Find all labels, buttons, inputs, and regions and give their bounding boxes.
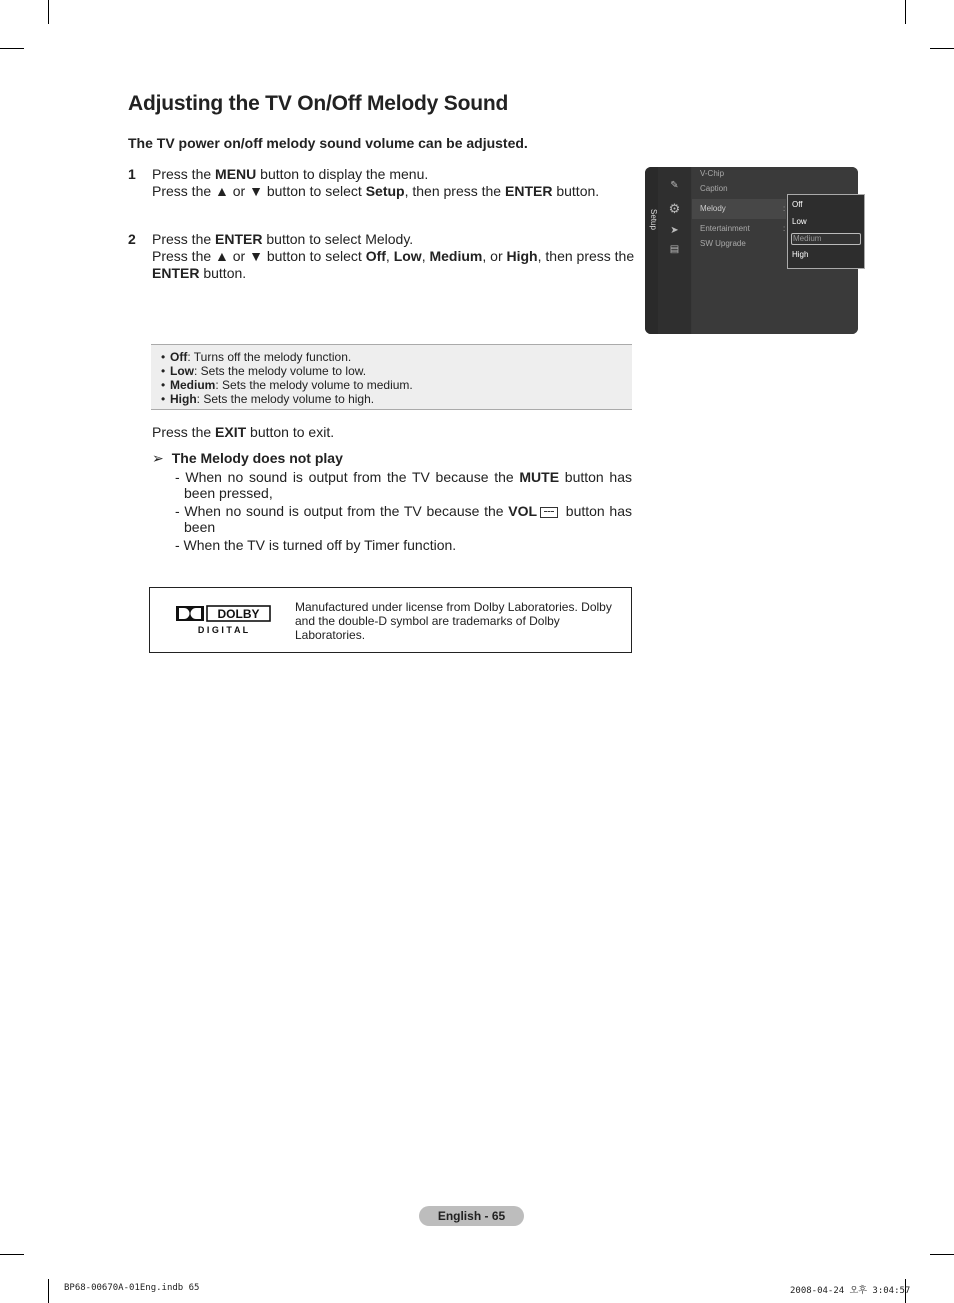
dolby-license-text: Manufactured under license from Dolby Laboratories. Dolby and the double-D symbol are trademarks of Dolby Laboratories. <box>295 600 612 642</box>
svg-text:DOLBY: DOLBY <box>217 607 260 621</box>
step-line: Press the ▲ or ▼ button to select Off, Low, Medium, or High, then press the <box>152 248 635 264</box>
option-low[interactable]: Low <box>792 217 807 226</box>
option-high[interactable]: High <box>792 250 809 259</box>
page-title: Adjusting the TV On/Off Melody Sound <box>128 92 509 115</box>
menu-item-melody[interactable]: Melody <box>700 204 726 213</box>
menu-colon: : <box>783 204 786 213</box>
gear-icon: ⚙ <box>668 201 681 216</box>
step-line: Press the ENTER button to select Melody. <box>152 231 414 247</box>
crop-mark <box>930 1254 954 1255</box>
print-slug-file: BP68-00670A-01Eng.indb 65 <box>64 1283 200 1293</box>
intro-text: The TV power on/off melody sound volume can be adjusted. <box>128 135 528 151</box>
dolby-license-box <box>149 587 632 653</box>
option-off[interactable]: Off <box>792 200 803 209</box>
svg-text:D I G I T A L: D I G I T A L <box>197 625 249 635</box>
crop-mark <box>48 0 49 24</box>
menu-item-v-chip[interactable]: V-Chip <box>700 169 725 178</box>
option-medium[interactable]: Medium <box>791 233 861 245</box>
tip-item: - When no sound is output from the TV because the VOL button has been <box>175 503 632 535</box>
note-item: • Low: Sets the melody volume to low. <box>161 364 367 378</box>
dolby-logo-icon <box>176 605 272 635</box>
menu-side-label: Setup <box>649 209 658 230</box>
crop-mark <box>0 1254 24 1255</box>
input-icon: ➤ <box>670 225 679 236</box>
menu-item-caption[interactable]: Caption <box>700 184 728 193</box>
exit-instruction: Press the EXIT button to exit. <box>152 424 335 440</box>
menu-side-strip <box>645 167 658 334</box>
volume-icon <box>540 507 558 518</box>
step-number: 1 <box>128 166 136 182</box>
step-number: 2 <box>128 231 136 247</box>
menu-colon: : <box>783 224 786 233</box>
menu-item-sw-upgrade[interactable]: SW Upgrade <box>700 239 746 248</box>
crop-mark <box>0 48 24 49</box>
crop-mark <box>48 1279 49 1303</box>
melody-options-dropdown <box>787 194 865 269</box>
tip-item: - When the TV is turned off by Timer function. <box>175 537 457 553</box>
tip-list <box>175 469 632 555</box>
arrow-icon: ➢ <box>152 450 164 466</box>
print-slug-date: 2008-04-24 오후 3:04:57 <box>790 1286 911 1296</box>
step-line: Press the MENU button to display the menu. <box>152 166 429 182</box>
note-item: • Medium: Sets the melody volume to medium. <box>161 378 413 392</box>
page-number-badge: English - 65 <box>419 1206 524 1226</box>
menu-icon-column <box>658 167 691 334</box>
note-item: • High: Sets the melody volume to high. <box>161 392 375 406</box>
crop-mark <box>930 48 954 49</box>
tip-item: - When no sound is output from the TV because the MUTE button has been pressed, <box>175 469 632 501</box>
application-icon: ▤ <box>669 244 680 255</box>
step-line: ENTER button. <box>152 265 247 281</box>
crop-mark <box>905 0 906 24</box>
step-1 <box>128 166 599 200</box>
step-2 <box>128 231 634 282</box>
step-line: Press the ▲ or ▼ button to select Setup, then press the ENTER button. <box>152 183 600 199</box>
picture-icon: ✎ <box>670 180 679 191</box>
note-item: • Off: Turns off the melody function. <box>161 350 352 364</box>
options-notes-box <box>151 344 632 410</box>
tip-heading: ➢ The Melody does not play <box>152 450 343 466</box>
menu-item-entertainment[interactable]: Entertainment <box>700 224 750 233</box>
